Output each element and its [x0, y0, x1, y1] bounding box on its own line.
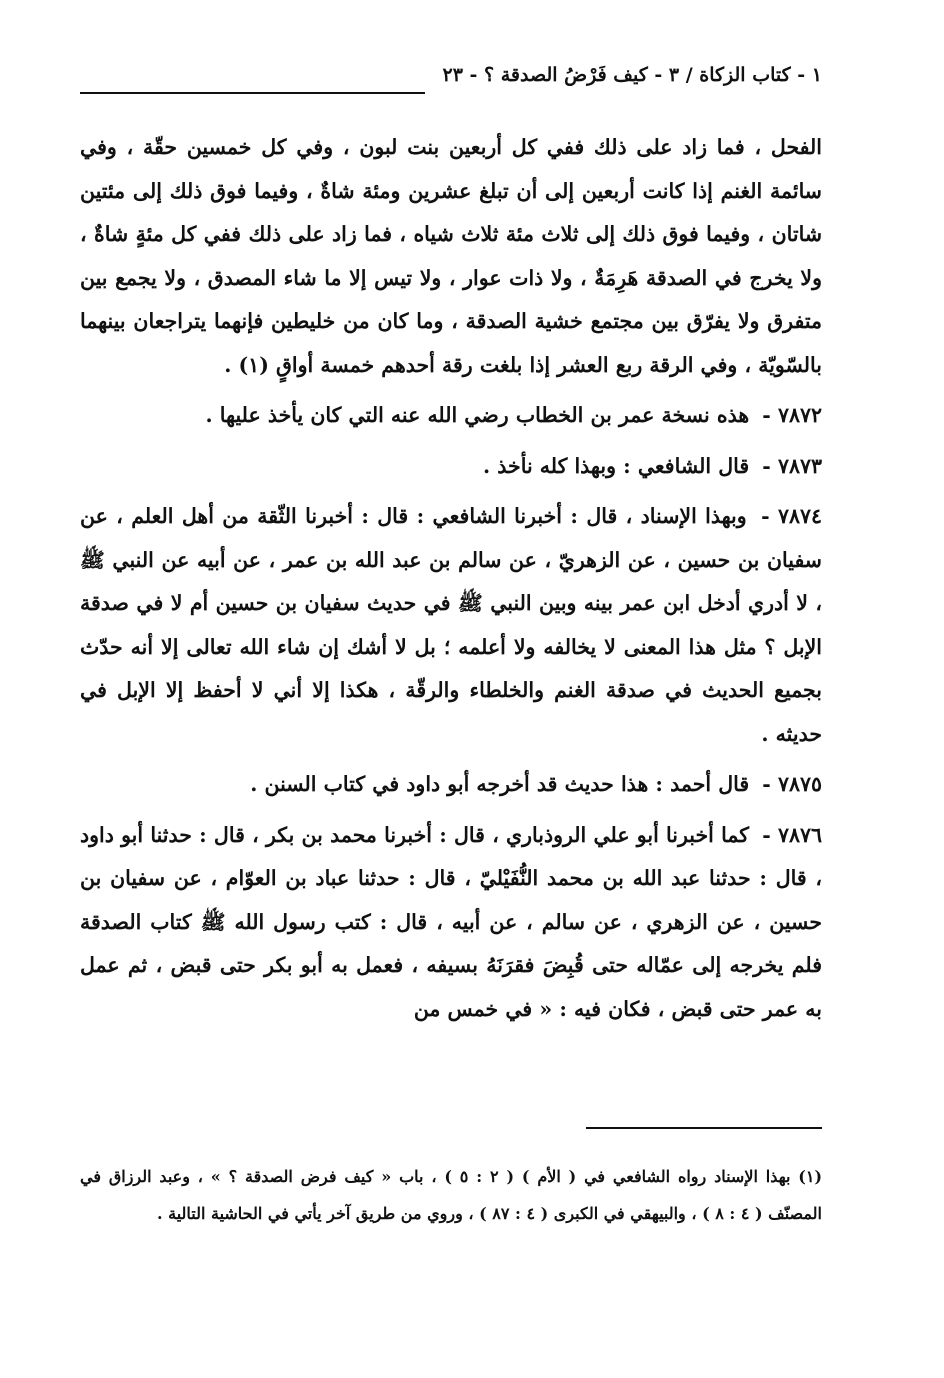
- footnote: [80, 1158, 822, 1232]
- header-rule: [80, 92, 425, 94]
- paragraph-7873: [80, 445, 822, 489]
- paragraph-7874: [80, 495, 822, 756]
- paragraph-text: هذه نسخة عمر بن الخطاب رضي الله عنه التي كان يأخذ عليها .: [205, 403, 750, 427]
- paragraph-7876: [80, 814, 822, 1032]
- hadith-number: ٧٨٧٣ -: [762, 453, 822, 478]
- paragraph-text: وبهذا الإسناد ، قال : أخبرنا الشافعي : قال : أخبرنا الثّقة من أهل العلم ، عن سفيان بن حسين ، عن الزهريّ ، عن سالم بن عبد الله بن عمر ، عن أبيه عن النبي ﷺ ، لا أدري أدخل ابن عمر بينه وبين النبي ﷺ في حديث سفيان بن حسين أم لا في صدقة الإبل ؟ مثل هذا المعنى لا يخالفه ولا أعلمه ؛ بل لا أشك إن شاء الله تعالى إلا أنه حدّث بجميع الحديث في صدقة الغنم والخلطاء والرقّة ، هكذا إلا أني لا أحفظ إلا الإبل في حديثه .: [80, 504, 822, 746]
- header-title: ١ - كتاب الزكاة / ٣ - كيف فَرْضُ الصدقة ؟ - ٢٣: [442, 64, 822, 86]
- paragraph-text: قال أحمد : هذا حديث قد أخرجه أبو داود في كتاب السنن .: [250, 772, 750, 796]
- main-text: [80, 126, 822, 1038]
- footnote-separator: [586, 1127, 822, 1129]
- hadith-number: ٧٨٧٤ -: [761, 504, 823, 528]
- paragraph-text: كما أخبرنا أبو علي الروذباري ، قال : أخبرنا محمد بن بكر ، قال : حدثنا أبو داود ، قال : حدثنا عبد الله بن محمد النُّفَيْليّ ، قال : حدثنا عباد بن العوّام ، عن سفيان بن حسين ، عن الزهري ، عن سالم ، عن أبيه ، قال : كتب رسول الله ﷺ كتاب الصدقة فلم يخرجه إلى عمّاله حتى قُبِضَ فقرَنَهُ بسيفه ، فعمل به أبو بكر حتى قبض ، ثم عمل به عمر حتى قبض ، فكان فيه : « في خمس من: [80, 822, 822, 1021]
- hadith-number: ٧٨٧٢ -: [762, 403, 822, 427]
- paragraph-7872: [80, 394, 822, 438]
- hadith-number: ٧٨٧٥ -: [762, 772, 822, 796]
- paragraph-continuation: [80, 126, 822, 387]
- paragraph-7875: [80, 763, 822, 807]
- running-header: [80, 64, 822, 96]
- paragraph-text: الفحل ، فما زاد على ذلك ففي كل أربعين بنت لبون ، وفي كل خمسين حقّة ، وفي سائمة الغنم إذا كانت أربعين إلى أن تبلغ عشرين ومئة شاةٌ ، وفيما فوق ذلك إلى مئتين شاتان ، وفيما فوق ذلك إلى ثلاث مئة ثلاث شياه ، فما زاد على ذلك ففي كل مئةٍ شاةٌ ، ولا يخرج في الصدقة هَرِمَةٌ ، ولا ذات عوار ، ولا تيس إلا ما شاء المصدق ، ولا يجمع بين متفرق ولا يفرّق بين مجتمع خشية الصدقة ، وما كان من خليطين فإنهما يتراجعان بينهما بالسّويّة ، وفي الرقة ربع العشر إذا بلغت رقة أحدهم خمسة أواقٍ (١) .: [80, 135, 822, 377]
- footnote-text: (١) بهذا الإسناد رواه الشافعي في ( الأم ) ( ٢ : ٥ ) ، باب « كيف فرض الصدقة ؟ » ، وعبد الرزاق في المصنّف ( ٤ : ٨ ) ، والبيهقي في الكبرى ( ٤ : ٨٧ ) ، وروي من طريق آخر يأتي في الحاشية التالية .: [80, 1167, 823, 1223]
- paragraph-text: قال الشافعي : وبهذا كله نأخذ .: [483, 453, 750, 478]
- hadith-number: ٧٨٧٦ -: [762, 822, 822, 847]
